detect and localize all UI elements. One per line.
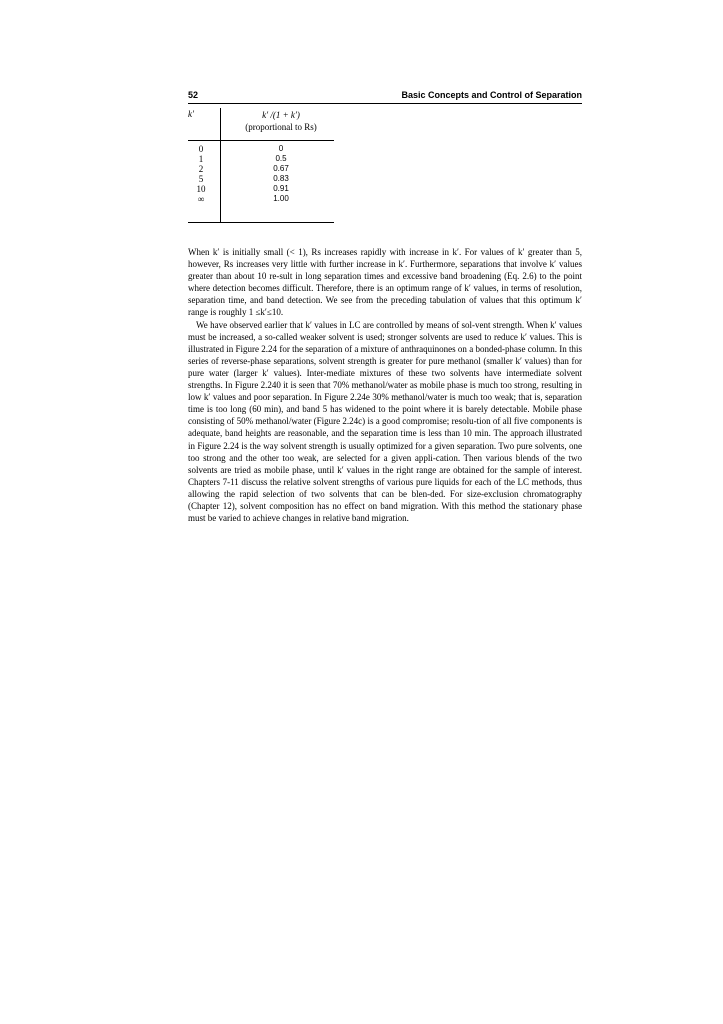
table-row — [188, 154, 334, 164]
table-row — [188, 174, 334, 184]
table-cell-k: ∞ — [197, 194, 205, 204]
table-cell-ratio: 0.67 — [273, 164, 289, 173]
table-header — [188, 108, 334, 139]
table-bottom-rule — [188, 222, 334, 223]
table-row — [188, 164, 334, 174]
header-rule — [188, 103, 582, 104]
page-number: 52 — [188, 90, 199, 100]
table-row — [188, 144, 334, 154]
table-cell-ratio: 0.5 — [275, 154, 287, 163]
table-header-ratio-formula: k′ /(1 + k′) — [262, 110, 300, 120]
table-header-rule — [188, 140, 334, 141]
table-body — [188, 144, 334, 204]
table-cell-ratio: 0.83 — [273, 174, 289, 183]
table-cell-k: 2 — [198, 164, 204, 174]
table-cell-k: 5 — [198, 174, 204, 184]
body-text — [188, 246, 582, 524]
table-cell-ratio: 0 — [278, 144, 284, 153]
table-cell-k: 1 — [198, 154, 204, 164]
paragraph: When k′ is initially small (< 1), Rs increases rapidly with increase in k′. For values of k′ greater than 5, however, Rs increases very little with further increase in k′. Furthermore, separations that involve k′ values greater than about 10 re-sult in long separation times and excessive band broadening (Eq. 2.6) to the point where detection becomes difficult. Therefore, there is an optimum range of k′ values, in terms of resolution, separation time, and band detection. We see from the preceding tabulation of values that this optimum k′ range is roughly 1 ≤k′≤10. — [188, 247, 582, 318]
page-header — [188, 90, 582, 104]
table-header-k: k′ — [188, 109, 194, 119]
table-header-ratio — [228, 109, 334, 133]
table-cell-k: 0 — [198, 144, 204, 154]
table-cell-ratio: 1.00 — [273, 194, 289, 203]
table-row — [188, 194, 334, 204]
paragraph: We have observed earlier that k′ values in LC are controlled by means of sol-vent strength. When k′ values must be increased, a so-called weaker solvent is used; stronger solvents are used to reduce k′ values. This is illustrated in Figure 2.24 for the separation of a mixture of anthraquinones on a bonded-phase column. In this series of reverse-phase separations, solvent strength is greater for pure methanol (smaller k′ values) than for pure water (larger k′ values). Inter-mediate mixtures of these two solvents have intermediate solvent strengths. In Figure 2.240 it is seen that 70% methanol/water as mobile phase is much too strong, resulting in low k′ values and poor separation. In Figure 2.24e 30% methanol/water is much too weak; that is, separation time is too long (60 min), and band 5 has widened to the point where it is barely detectable. Mobile phase consisting of 50% methanol/water (Figure 2.24c) is a good compromise; resolu-tion of all five components is adequate, band heights are reasonable, and the separation time is less than 10 min. The approach illustrated in Figure 2.24 is the way solvent strength is usually optimized for a given separation. Two pure solvents, one too strong and the other too weak, are selected for a given appli-cation. Then various blends of the two solvents are tried as mobile phase, until k′ values in the right range are obtained for the sample of interest. Chapters 7-11 discuss the relative solvent strengths of various pure liquids for each of the LC methods, thus allowing the rapid selection of two solvents that can be blen-ded. For size-exclusion chromatography (Chapter 12), solvent composition has no effect on band migration. With this method the stationary phase must be varied to achieve changes in relative band migration. — [188, 319, 582, 524]
table-header-ratio-note: (proportional to Rs) — [245, 122, 317, 132]
table-cell-ratio: 0.91 — [273, 184, 289, 193]
table-row — [188, 184, 334, 194]
k-ratio-table — [188, 108, 334, 204]
running-title: Basic Concepts and Control of Separation — [401, 90, 582, 100]
table-cell-k: 10 — [196, 184, 206, 194]
